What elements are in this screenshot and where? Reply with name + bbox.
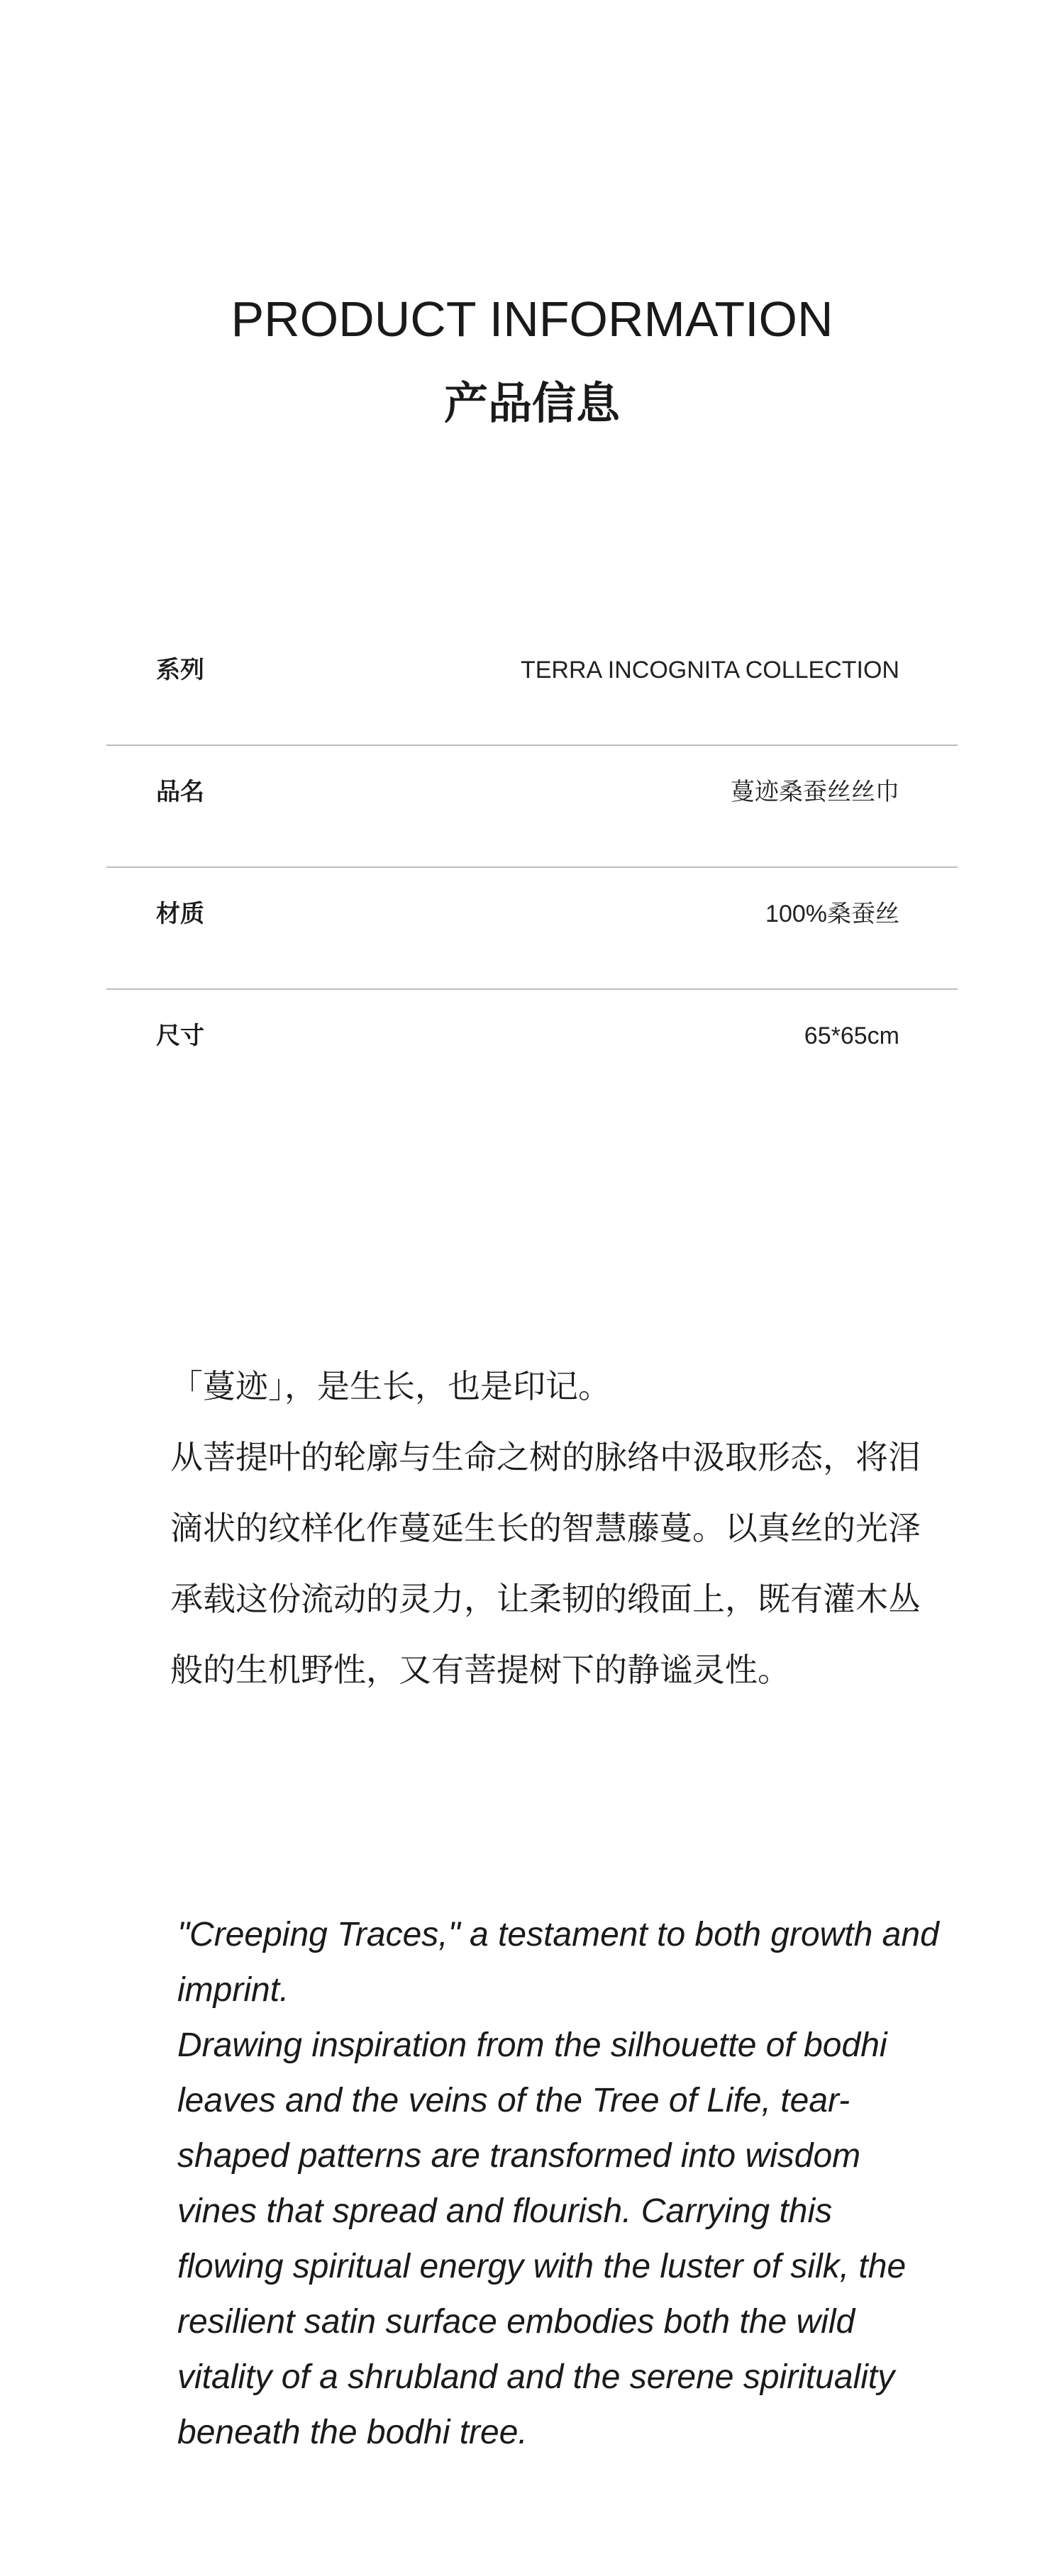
spec-row-series	[106, 624, 958, 746]
spec-value-series: TERRA INCOGNITA COLLECTION	[520, 657, 899, 684]
spec-value-material: 100%桑蚕丝	[765, 901, 899, 927]
spec-row-material	[106, 868, 958, 990]
description-en-body: Drawing inspiration from the silhouette of bodhi leaves and the veins of the Tree of Life, tear-shaped patterns are transformed into wisdom vines that spread and flourish. Carrying this flowing spiritual energy with the luster of silk, the resilient satin surface embodies both the wild vitality of a shrubland and the serene spirituality beneath the bodhi tree.	[177, 2026, 907, 2451]
description-zh-lead: 「蔓迹」，是生长，也是印记。	[170, 1367, 611, 1405]
description-en-lead: "Creeping Traces," a testament to both growth and imprint.	[177, 1916, 939, 2009]
description-en	[177, 1907, 943, 2460]
page-title-zh: 产品信息	[443, 379, 620, 428]
spec-label-name: 品名	[156, 779, 204, 805]
spec-label-size: 尺寸	[156, 1022, 204, 1049]
product-spec-table	[106, 624, 958, 1112]
spec-value-name: 蔓迹桑蚕丝丝巾	[731, 779, 899, 805]
spec-label-material: 材质	[156, 901, 204, 927]
spec-row-size	[106, 990, 958, 1112]
spec-value-size: 65*65cm	[804, 1022, 899, 1049]
description-zh	[170, 1351, 929, 1705]
page-title-en: PRODUCT INFORMATION	[231, 291, 833, 347]
description-zh-body: 从菩提叶的轮廓与生命之树的脉络中汲取形态，将泪滴状的纹样化作蔓延生长的智慧藤蔓。以真丝的光泽承载这份流动的灵力，让柔韧的缎面上，既有灌木丛般的生机野性，又有菩提树下的静谧灵性。	[170, 1438, 921, 1689]
spec-row-name	[106, 746, 958, 868]
spec-label-series: 系列	[156, 657, 204, 684]
